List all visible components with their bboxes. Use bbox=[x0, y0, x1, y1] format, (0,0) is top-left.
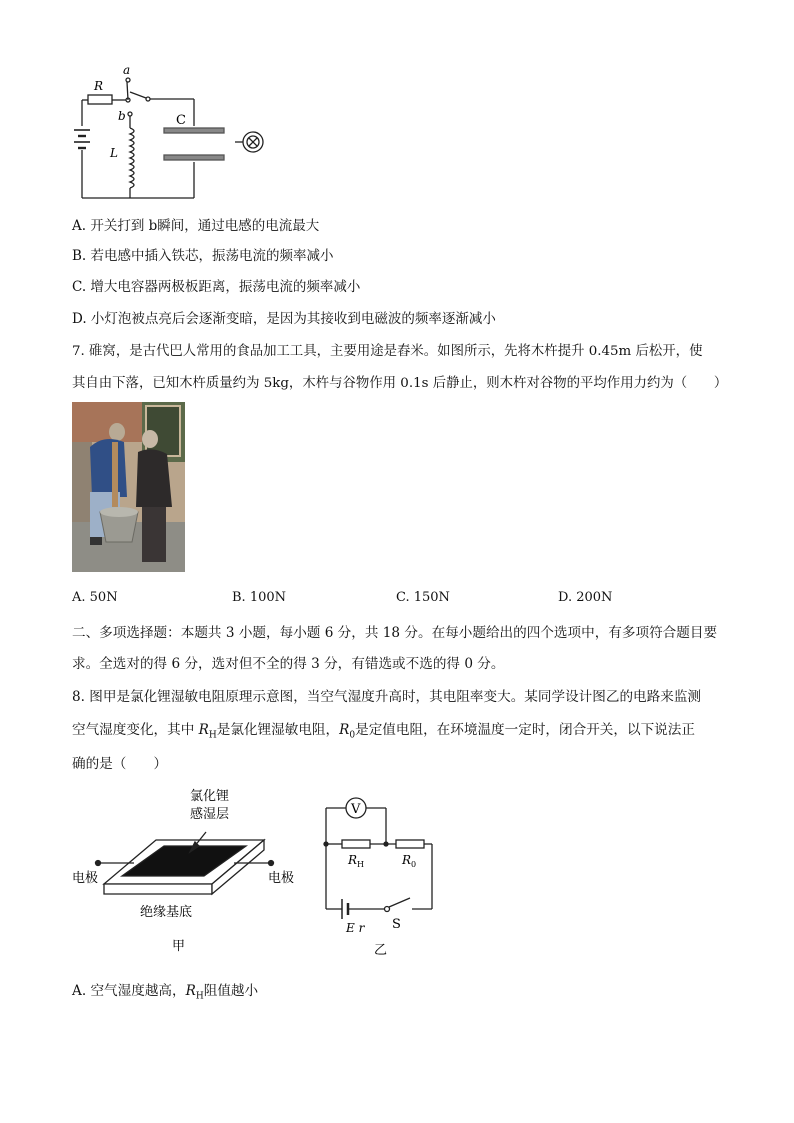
source-label: E r bbox=[346, 921, 365, 935]
q8-stem-line1: 8. 图甲是氯化锂湿敏电阻原理示意图，当空气湿度升高时，其电阻率变大。某同学设计图乙的电路来监测 bbox=[72, 689, 702, 705]
lc-circuit-figure bbox=[70, 62, 270, 202]
electrode-left-label: 电极 bbox=[72, 871, 99, 886]
label-b: b bbox=[118, 109, 126, 123]
q7-stem-line2: 其自由下落，已知木杵质量约为 5kg，木杵与谷物作用 0.1s 后静止，则木杵对谷物的平均作用力约为（ ） bbox=[72, 376, 728, 391]
label-R: R bbox=[94, 79, 104, 93]
r0-label: $R_0$ bbox=[402, 853, 417, 869]
q6-option-a: A. 开关打到 b瞬间，通过电感的电流最大 bbox=[72, 218, 320, 234]
mortar-photo bbox=[72, 402, 185, 572]
figure-jia-caption: 甲 bbox=[172, 939, 186, 954]
base-label: 绝缘基底 bbox=[140, 905, 193, 920]
q6-option-c: C. 增大电容器两极板距离，振荡电流的频率减小 bbox=[72, 279, 361, 295]
layer-label-2: 感湿层 bbox=[190, 807, 230, 822]
section2-line1: 二、多项选择题：本题共 3 小题，每小题 6 分，共 18 分。在每小题给出的四个选项中，有多项符合题目要 bbox=[72, 625, 718, 641]
q8-option-a: A. 空气湿度越高，$R_H$阻值越小 bbox=[72, 983, 259, 1002]
q8-stem-line2: 空气湿度变化，其中 $R_H$是氯化锂湿敏电阻，$R_0$是定值电阻，在环境温度一定时，闭合开关，以下说法正 bbox=[72, 722, 695, 741]
humidity-sensor-figure bbox=[68, 784, 308, 964]
section2-line2: 求。全选对的得 6 分，选对但不全的得 3 分，有错选或不选的得 0 分。 bbox=[72, 656, 505, 672]
figure-yi-caption: 乙 bbox=[374, 943, 388, 958]
q7-option-a: A. 50N bbox=[72, 590, 118, 605]
circuit-yi-figure bbox=[318, 794, 442, 964]
label-L: L bbox=[110, 146, 118, 160]
voltmeter-label: V bbox=[351, 802, 361, 817]
q7-option-d: D. 200N bbox=[558, 590, 613, 605]
q7-option-b: B. 100N bbox=[232, 590, 287, 605]
layer-label-1: 氯化锂 bbox=[190, 789, 230, 804]
rh-label: $R_H$ bbox=[348, 853, 365, 869]
q6-option-d: D. 小灯泡被点亮后会逐渐变暗，是因为其接收到电磁波的频率逐渐减小 bbox=[72, 311, 496, 327]
q7-stem-line1: 7. 碓窝，是古代巴人常用的食品加工工具，主要用途是舂米。如图所示，先将木杵提升 0.45m 后松开，使 bbox=[72, 344, 703, 359]
q7-option-c: C. 150N bbox=[396, 590, 450, 605]
label-C: C bbox=[176, 113, 186, 128]
label-a: a bbox=[123, 63, 131, 77]
switch-label: S bbox=[392, 917, 401, 932]
q8-stem-line3: 确的是（ ） bbox=[72, 756, 168, 772]
q6-option-b: B. 若电感中插入铁芯，振荡电流的频率减小 bbox=[72, 248, 334, 264]
electrode-right-label: 电极 bbox=[268, 871, 295, 886]
